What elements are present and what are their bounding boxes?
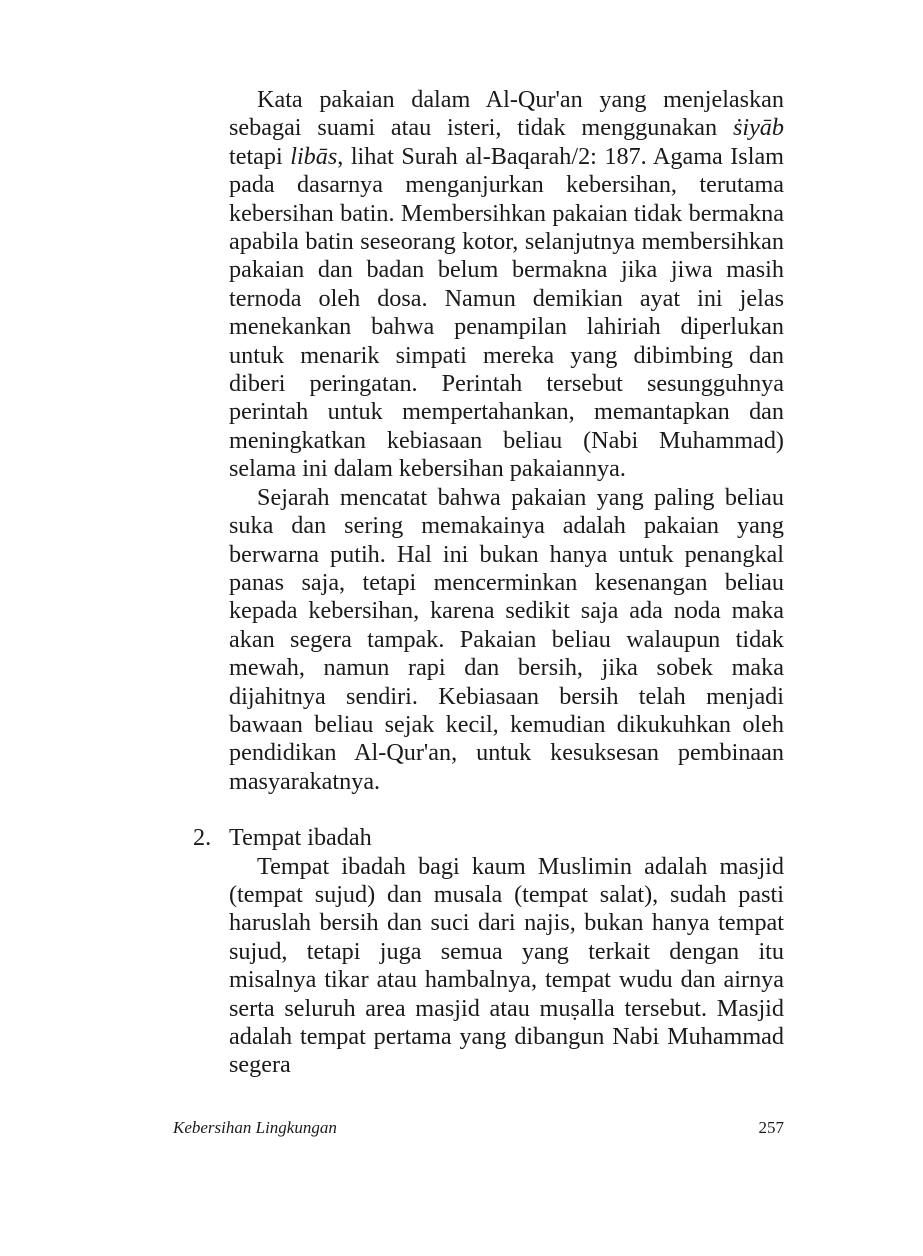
paragraph-text: tetapi xyxy=(229,142,291,170)
running-title: Kebersihan Lingkungan xyxy=(173,1118,337,1137)
paragraph-text: Kata pakaian dalam Al-Qur'an yang menjelaskan sebagai suami atau isteri, tidak menggunakan xyxy=(229,86,784,142)
section-number: 2. xyxy=(193,824,212,852)
section-title: Tempat ibadah xyxy=(229,824,372,852)
paragraph-pakaian-quran xyxy=(229,86,784,484)
body-text xyxy=(193,86,784,1080)
paragraph-text: , lihat Surah al-Baqarah/2: 187. Agama Islam pada dasarnya menganjurkan kebersihan, terutama kebersihan batin. Membersihkan pakaian tidak bermakna apabila batin seseorang kotor, selanjutnya membersihkan pakaian dan badan belum bermakna jika jiwa masih ternoda oleh dosa. Namun demikian ayat ini jelas menekankan bahwa penampilan lahiriah diperlukan untuk menarik simpati mereka yang dibimbing dan diberi peringatan. Perintah tersebut sesungguhnya perintah untuk mempertahankan, memantapkan dan meningkatkan kebiasaan beliau (Nabi Muhammad) selama ini dalam kebersihan pakaiannya. xyxy=(229,142,784,483)
section-heading xyxy=(193,824,784,852)
paragraph-sejarah-pakaian: Sejarah mencatat bahwa pakaian yang paling beliau suka dan sering memakainya adalah pakaian yang berwarna putih. Hal ini bukan hanya untuk penangkal panas saja, tetapi mencerminkan kesenangan beliau kepada kebersihan, karena sedikit saja ada noda maka akan segera tampak. Pakaian beliau walaupun tidak mewah, namun rapi dan bersih, jika sobek maka dijahitnya sendiri. Kebiasaan bersih telah menjadi bawaan beliau sejak kecil, kemudian dikukuhkan oleh pendidikan Al-Qur'an, untuk kesuksesan pembinaan masyarakatnya. xyxy=(229,483,784,795)
term-siyab: ṡiyāb xyxy=(732,114,784,142)
term-libas: libās xyxy=(290,142,338,170)
paragraph-tempat-ibadah: Tempat ibadah bagi kaum Muslimin adalah masjid (tempat sujud) dan musala (tempat salat), sudah pasti haruslah bersih dan suci dari najis, bukan hanya tempat sujud, tetapi juga semua yang terkait dengan itu misalnya tikar atau hambalnya, tempat wudu dan airnya serta seluruh area masjid atau muṣalla tersebut. Masjid adalah tempat pertama yang dibangun Nabi Muhammad segera xyxy=(229,852,784,1079)
page-number: 257 xyxy=(758,1118,784,1137)
section-tempat-ibadah xyxy=(193,824,784,1080)
